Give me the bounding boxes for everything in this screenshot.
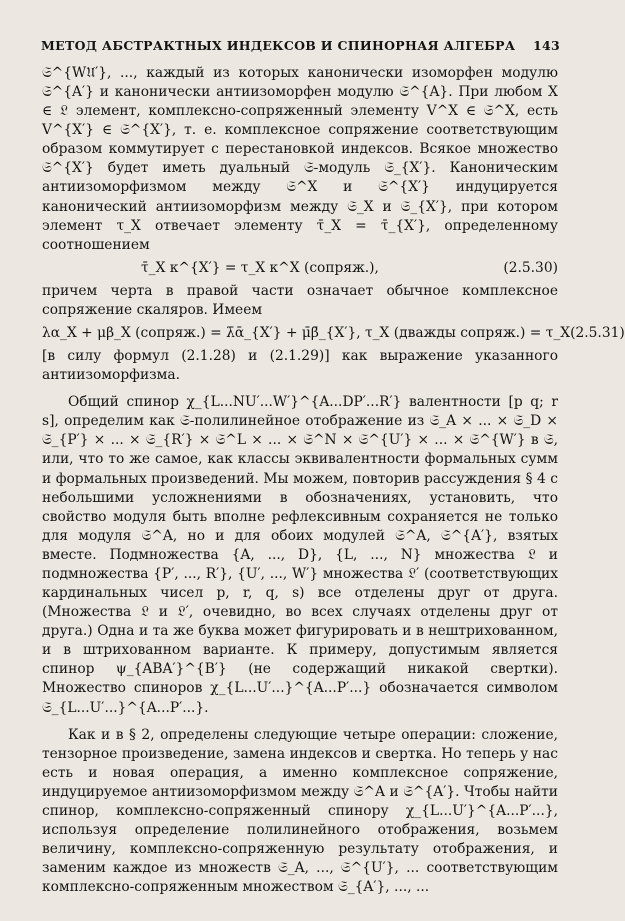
header-title: МЕТОД АБСТРАКТНЫХ ИНДЕКСОВ И СПИНОРНАЯ АЛГЕБРА [41,38,516,53]
spacer [42,718,558,726]
equation-2-5-30 [42,259,558,278]
equation-label: (2.5.30) [503,259,558,276]
equation-label: (2.5.31) [570,325,625,342]
paragraph-4: Общий спинор χ_{L...NU′...W′}^{A...DP′...R′} валентности [p q; r s], определим как 𝔖-полилинейное отображение из 𝔖_A × ... × 𝔖_D × 𝔖_{P′} × ... × 𝔖_{R′} × 𝔖^L × ... × 𝔖^N × 𝔖^{U′} × ... × 𝔖^{W′} в 𝔖, или, что то же самое, как классы эквивалентности формальных сумм и формальных произведений. Мы можем, повторив рассуждения § 4 с небольшими усложнениями в обозначениях, установить, что свойство модуля быть вполне рефлексивным сохраняется не только для модуля 𝔖^A, но и для обоих модулей 𝔖^A, 𝔖^{A′}, взятых вместе. Подмножества {A, ..., D}, {L, ..., N} множества 𝔏 и подмножества {P′, ..., R′}, {U′, ..., W′} множества 𝔏′ (соответствующих кардинальных чисел p, r, q, s) все отделены друг от друга. (Множества 𝔏 и 𝔏′, очевидно, во всех случаях отделены друг от друга.) Одна и та же буква может фигурировать и в нештрихованном, и в штрихованном варианте. К примеру, допустимым является спинор ψ_{ABA′}^{B′} (не содержащий никакой свертки). Множество спиноров χ_{L...U′...}^{A...P′...} обозначается символом 𝔖_{L...U′...}^{A...P′...}. [42,394,558,716]
page-number: 143 [533,38,560,53]
equation-formula: λα_X + μβ_X (сопряж.) = λ̄ᾱ_{X′} + μ̄β̄_{X′}, τ_X (дважды сопряж.) = τ_X [42,325,571,342]
paragraph-5: Как и в § 2, определены следующие четыре операции: сложение, тензорное произведение, замена индексов и свертка. Но теперь у нас есть и новая операция, а именно комплексное сопряжение, индуцируемое антиизоморфизмом между 𝔖^A и 𝔖^{A′}. Чтобы найти спинор, комплексно-сопряженный спинору χ_{L...U′}^{A...P′...}, используя определение полилинейного отображения, возьмем величину, комплексно-сопряженную результату отображения, и заменим каждое из множеств 𝔖_A, ..., 𝔖^{U′}, ... соответствующим комплексно-сопряженным множеством 𝔖_{A′}, ..., ... [42,726,558,896]
spacer [42,385,558,393]
running-header [0,38,560,53]
equation-2-5-31 [42,324,625,343]
paragraph-2: причем черта в правой части означает обычное комплексное сопряжение скаляров. Имеем [42,282,558,318]
equation-formula: τ̄_X κ^{X′} = τ_X κ^X (сопряж.), [141,259,379,276]
paragraph-3: [в силу формул (2.1.28) и (2.1.29)] как выражение указанного антиизоморфизма. [42,348,558,384]
paragraph-1: 𝔖^{W𝔘′}, ..., каждый из которых канонически изоморфен модулю 𝔖^{A′} и канонически антиизоморфен модулю 𝔖^{A}. При любом X ∈ 𝔏 элемент, комплексно-сопряженный элементу V^X ∈ 𝔖^X, есть V^{X′} ∈ 𝔖^{X′}, т. е. комплексное сопряжение соответствующим образом коммутирует с перестановкой индексов. Всякое множество 𝔖^{X′} будет иметь дуальный 𝔖-модуль 𝔖_{X′}. Каноническим антиизоморфизмом между 𝔖^X и 𝔖^{X′} индуцируется канонический антиизоморфизм между 𝔖_X и 𝔖_{X′}, при котором элемент τ_X отвечает элементу τ̄_X = τ̄_{X′}, определенному соотношением [42,65,558,253]
page-body [42,64,625,897]
